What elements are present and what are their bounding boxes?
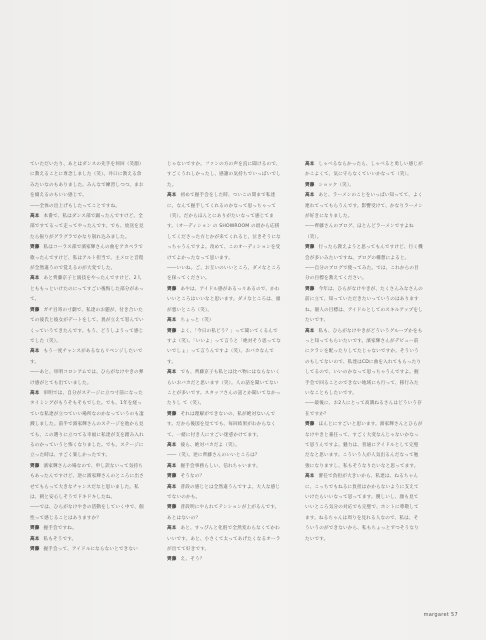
speaker-label: 高本 [167, 193, 177, 199]
paragraph-text: 初めて握手会をした時、ついこの間まで私達に、なんて握手してくれるのかなって思っちゃって（笑）。だからほんとにありがたいなって感じてます。（オーディション の SHOWROOM の頃から応援してくださった方とかが来てくれると、泣きそうになっちゃうんですよ。改めて、このオーディションを受けてよかったなって思います。 [167, 193, 281, 261]
paragraph-text: 行ったら教えようと思ってもんですけど、行く機会が多いみたいですね。ブログの構想によると。 [305, 245, 423, 261]
interview-paragraph [305, 243, 423, 264]
interview-paragraph [167, 410, 281, 441]
speaker-label: 齊藤 [305, 286, 315, 292]
speaker-label: 高本 [30, 390, 40, 396]
text-column-3 [305, 160, 423, 545]
interview-paragraph [167, 441, 281, 451]
paragraph-text: 私もそうです。 [43, 536, 77, 542]
interview-paragraph [305, 285, 423, 327]
interview-paragraph [167, 264, 281, 285]
paragraph-text: ちょっと（笑） [180, 318, 214, 324]
paragraph-text: え、そう？ [180, 557, 205, 563]
paragraph-text: もう一度チャンスがあるならリベンジしたいです。 [30, 349, 143, 365]
paragraph-text: あと、ラーメンのことをいっぱい知ってて、よく連れてってもらうんです。影響受けて、かなりラーメンが好きになりました。 [305, 193, 423, 220]
speaker-label: 高本 [167, 526, 177, 532]
interview-paragraph [30, 306, 144, 348]
interview-paragraph [30, 545, 144, 555]
paragraph-text: 审明では、自分がステージに立つ寸前になったタイミングがもうそもそもでした。でも、1年を経っていな私達が立つていい場所なのかなっていうのも凄溅しました。前半で濱家輝さんのステージを他から見ても、この選りに立つてる幸福に私達が支を踏み入れるのかっていうと怖くなりました。でも、ステージに立った時は、すごく楽しかったです。 [30, 390, 144, 459]
speaker-label: 高本 [305, 193, 315, 199]
speaker-label: 齊藤 [167, 474, 177, 480]
paragraph-text: ――（笑）。逆に齊藤さんのいいところは？ [167, 453, 260, 459]
paragraph-text: じゃないですか。ファンの方の声を直に聞けるので、すごくうれしかったし、感謝の気持ちでいっぱいでした。 [167, 162, 281, 188]
interview-paragraph [167, 555, 281, 565]
paragraph-text: 握手会って、アイドルにならないとできない [43, 547, 138, 553]
paragraph-text: ほんとにすごいと思います。濱家輝さんとひらがなけやきと兼任って、すごく大変なんじゃないかなって思うんですよ。魅力は、普通にアイドルとして完璧だなと思います。こういう人が人気出るんだなって勉強になりますし、私もそうなりたいなと思ってます。 [305, 422, 423, 469]
paragraph-text: あと齊藤京子と演技をやったんですけど、2人とももっといけたのにってすごい後悔した部分があって。 [30, 276, 144, 303]
interview-paragraph [305, 222, 423, 243]
paragraph-text: でも、齊藤京子も私とは比べ物にはならないくらいおバカだと思います（笑）。人の話を聞いてないことが多いです。スタッフさんの話とか聞いてなかったりし て（笑）。 [167, 370, 281, 407]
speaker-label: 高本 [167, 463, 177, 469]
paragraph-text: ショック（笑）。 [318, 182, 355, 188]
paragraph-text: 握手会ですね。 [43, 526, 77, 532]
paragraph-text: 本番で、私はダンス部で踊ったんですけど、全部ですてるって走ってやったんです。でも、放送を見たら振りがグラグラでかなり崩れ込みました。 [30, 214, 144, 240]
interview-paragraph [167, 327, 281, 369]
paragraph-text: 今年は、ひらがなけやきが、たくさんみなさんの前に立て、知っていただきたいっていうのはありますね。個人の目標は、アイドルとしてのスキルアップをしたいです。 [305, 286, 423, 324]
interview-paragraph [305, 472, 423, 545]
speaker-label: 高本 [305, 474, 315, 480]
interview-paragraph [30, 368, 144, 389]
speaker-label: 高本 [167, 318, 177, 324]
paragraph-text: 普段明にやられてテンションが上がるんです。あとはないの？ [167, 505, 280, 521]
interview-paragraph [30, 503, 144, 524]
paragraph-text: あやは、アイドル感があるっ々あるので、かわいいところはいいなと思います。ダメなところは、頭が悪いところ（笑）。 [167, 286, 281, 313]
speaker-label: 齊藤 [30, 526, 40, 532]
speaker-label: 高本 [167, 370, 177, 376]
interview-paragraph [305, 181, 423, 191]
interview-paragraph [30, 202, 144, 212]
paragraph-text: ガチ目寄の寸劇で、私達のお題が、付き合いたての彼氏と彼女がデートをして、異が立えて怒んでいくっていうてきたんです。もう、どうしようって感じでした（笑）。 [30, 307, 144, 344]
paragraph-text: 握手会事務らしい、信れちゃいます。 [180, 463, 261, 469]
speaker-label: 齊藤 [167, 411, 177, 417]
paragraph-text: ――最後に、お2人にとって高溝ねるさんはどういう存在ですか？ [305, 401, 422, 417]
interview-paragraph [305, 399, 423, 420]
paragraph-text: ――あと、审明コロシアムでは、ひらがなけやきの弾け感がとても出ていました。 [30, 370, 144, 386]
page-footer: margaret 57 [423, 612, 458, 618]
interview-paragraph [167, 503, 281, 524]
interview-paragraph [167, 483, 281, 504]
interview-paragraph [30, 524, 144, 534]
interview-paragraph [30, 212, 144, 243]
interview-paragraph [305, 420, 423, 472]
interview-paragraph [167, 191, 281, 264]
paragraph-text: 私はコーラス部で濱家輝さんの曲をアカペラで歌ったんですけど、私はアルト担当で、主メロと音程が全然違うので覚えるのが大変でした。 [30, 245, 144, 272]
paragraph-text: ――いいね。ご、お互いのいいところ、ダメなところを探ってください。 [167, 266, 281, 282]
paragraph-text: ていただいたり、あとはダンスの先手を何回（笑顔）に教えることに専念しました（笑）。井口に教える余みたいなのもありました。みんなで練習しつつ、まおを綴えるのもいい感じで。 [30, 162, 144, 199]
interview-paragraph [167, 462, 281, 472]
paragraph-text: よく、「今日の私どう？」って聞いてくるんですよ（笑）。「いいよ」って言うと「絶対そう思ってないでしょ」って言うんですよ（笑）。おバカなんです。 [167, 328, 281, 365]
speaker-label: 齊藤 [30, 307, 40, 313]
speaker-label: 齊藤 [30, 463, 40, 469]
interview-paragraph [167, 316, 281, 326]
interview-paragraph [30, 535, 144, 545]
interview-paragraph [167, 524, 281, 555]
interview-paragraph [30, 462, 144, 504]
interview-paragraph [167, 285, 281, 316]
paragraph-text: そうなの？ [180, 474, 205, 480]
interview-paragraph [30, 274, 144, 305]
text-column-1 [30, 160, 144, 555]
paragraph-text: あと、すっぴんと化粧で全然変わらなくてかわいいです。あと、小さくて太ってあげたくなるオーラが出てて好きです。 [167, 526, 281, 553]
paragraph-text: 濱家輝さんの場なので、申し訳ないって気持ちもあったんですけど、逆に濱家輝さんのところに出させてもらって大きなチャンスだなと思いました。私は、朝と安心しそうでドキドキしたね。 [30, 463, 144, 500]
paragraph-text: 私も、ひらがなけやきがどういうグループかをもっと知ってもらいたいです。濱家輝さんがデビュー前にクラシを配ったりしてたじゃないですか。そういうのもしてないので、私達はCDに曲を入れてもらったりしてるので、いいのかなって思っちゃうんですよ。握手会で回ることのできない地域にも行って、移行みたいなこともしたいです。 [305, 328, 423, 396]
paragraph-text: 普段の感じとは全然違うんですよ。大人な感じでないのかも。 [167, 484, 281, 500]
speaker-label: 高本 [167, 484, 177, 490]
paragraph-text: ――全体の出上げもしたってことですね。 [30, 203, 121, 209]
speaker-label: 齊藤 [305, 422, 315, 428]
interview-paragraph [167, 368, 281, 410]
interview-paragraph [167, 451, 281, 461]
text-column-2 [167, 160, 281, 566]
paragraph-text: ――齊藤さんのブログ、ほとんどラーメンですよね（笑）。 [305, 224, 414, 240]
interview-paragraph [30, 389, 144, 462]
speaker-label: 齊藤 [167, 557, 177, 563]
speaker-label: 高本 [30, 276, 40, 282]
speaker-label: 齊藤 [305, 182, 315, 188]
paragraph-text: ――では、ひらがなけやきの活動をしていく中で、個性って感じることはありますか？ [30, 505, 144, 521]
speaker-label: 高本 [30, 214, 40, 220]
interview-paragraph [305, 191, 423, 222]
paragraph-text: しゃべるならかったら、しゃべると勇しい感じがかこよくて、気に守らなくていいかなって（笑）。 [305, 162, 423, 178]
interview-paragraph [30, 160, 144, 202]
interview-paragraph [167, 472, 281, 482]
speaker-label: 高本 [305, 328, 315, 334]
interview-paragraph [305, 160, 423, 181]
speaker-label: 高本 [305, 162, 315, 167]
interview-paragraph [30, 347, 144, 368]
interview-paragraph [305, 264, 423, 285]
paragraph-text: 審任で負担が大きいから、私達は、ねるちゃんに、こっちでもねるに負担はかからないように支えていけたらいいなって思ってます。優しいし、顔も見ていいところ気分の対応でも完璧で、ホントに尊敬してます。ねるちゃんは周りを見れる人なので、私は、そういうのができないから、私もちょっとずつそうなりたいです。 [305, 474, 419, 542]
speaker-label: 齊藤 [305, 245, 315, 251]
paragraph-text: ――自分のブログで使ってみた。では、これからの目分の目標を教えてください。 [305, 266, 419, 282]
interview-paragraph [167, 160, 281, 191]
interview-paragraph [305, 327, 423, 400]
paragraph-text: 彼ら、絶対バカだよ（笑）。 [180, 442, 240, 448]
speaker-label: 齊藤 [167, 505, 177, 511]
speaker-label: 齊藤 [167, 328, 177, 334]
speaker-label: 齊藤 [30, 245, 40, 251]
interview-paragraph [30, 243, 144, 274]
speaker-label: 高本 [30, 536, 40, 542]
speaker-label: 高本 [167, 442, 177, 448]
speaker-label: 高本 [30, 349, 40, 355]
speaker-label: 齊藤 [30, 547, 40, 553]
paragraph-text: それは理解ができないの、私が絶対ないんです。だから後図を見てでも、毎回結果がわからなくて、一緒に付き人にすごい迷惑かけてます。 [167, 411, 276, 438]
speaker-label: 齊藤 [167, 286, 177, 292]
